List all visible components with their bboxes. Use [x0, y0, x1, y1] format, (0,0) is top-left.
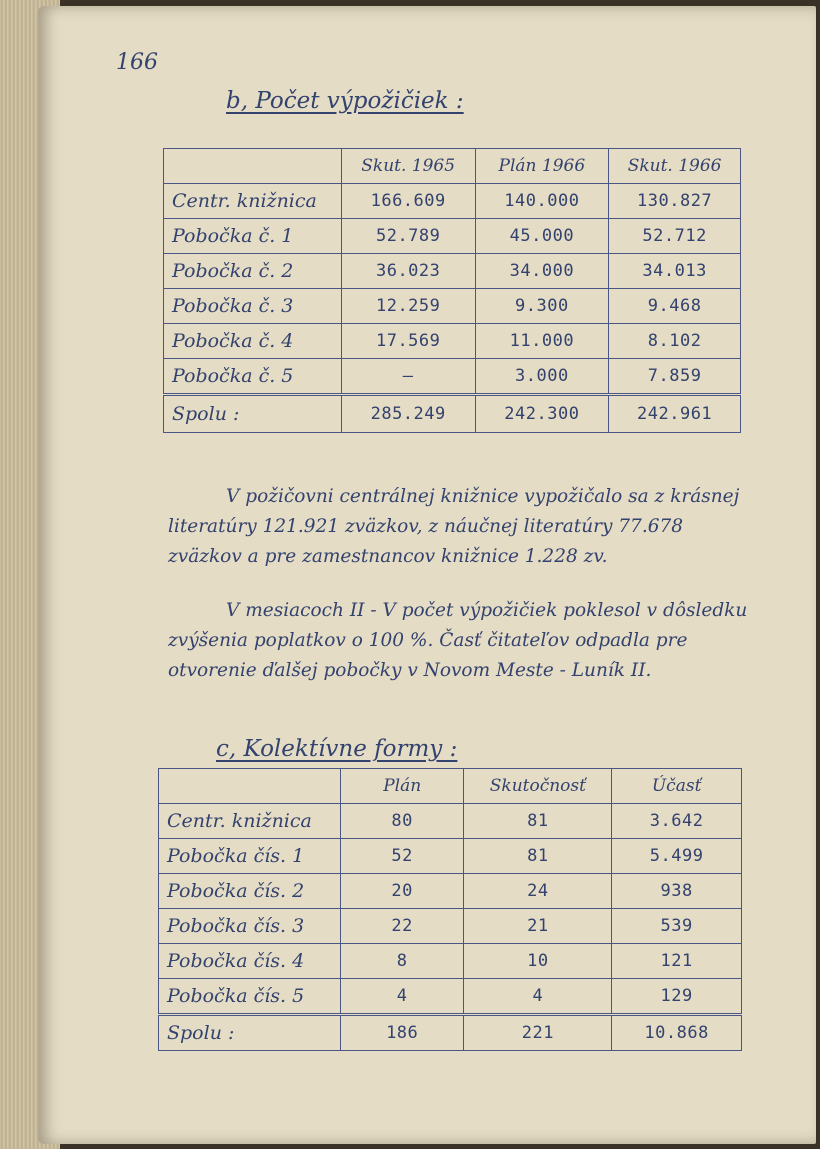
table-cell: 3.642: [612, 804, 742, 839]
table-cell: 11.000: [475, 324, 609, 359]
table-cell: 80: [340, 804, 464, 839]
row-label: Pobočka čís. 5: [159, 979, 341, 1015]
section-b-heading: b, Počet výpožičiek :: [226, 88, 464, 114]
table-cell: 8.102: [609, 324, 741, 359]
table-row: [164, 289, 741, 324]
table-cell: 24: [464, 874, 612, 909]
collective-forms-table: [158, 768, 742, 1051]
table-cell: 17.569: [341, 324, 475, 359]
table-cell: 34.013: [609, 254, 741, 289]
paragraph-loans: [168, 482, 758, 572]
column-header: [159, 769, 341, 804]
column-header: Skut. 1965: [341, 149, 475, 184]
table-cell: 10: [464, 944, 612, 979]
column-header: Plán 1966: [475, 149, 609, 184]
paragraph-text: V mesiacoch II - V počet výpožičiek poklesol v dôsledku zvýšenia poplatkov o 100 %. Časť čitateľov odpadla pre otvorenie ďalšej pobočky v Novom Meste - Luník II.: [168, 600, 748, 681]
table-cell: 81: [464, 804, 612, 839]
row-label: Pobočka č. 5: [164, 359, 342, 395]
table-row: [164, 359, 741, 395]
table-row: [159, 909, 742, 944]
column-header: Účasť: [612, 769, 742, 804]
table-cell: 36.023: [341, 254, 475, 289]
table-cell: 4: [340, 979, 464, 1015]
table-cell: 8: [340, 944, 464, 979]
total-label: Spolu :: [164, 395, 342, 433]
table-cell: 81: [464, 839, 612, 874]
row-label: Pobočka č. 3: [164, 289, 342, 324]
table-cell: 22: [340, 909, 464, 944]
table-cell: 140.000: [475, 184, 609, 219]
table-row: [159, 979, 742, 1015]
paragraph-decline: [168, 596, 758, 686]
total-label: Spolu :: [159, 1015, 341, 1051]
table-row: [164, 219, 741, 254]
table-cell: –: [341, 359, 475, 395]
row-label: Pobočka čís. 1: [159, 839, 341, 874]
total-cell: 242.961: [609, 395, 741, 433]
table-cell: 9.300: [475, 289, 609, 324]
total-cell: 10.868: [612, 1015, 742, 1051]
table-cell: 3.000: [475, 359, 609, 395]
paragraph-text: V požičovni centrálnej knižnice vypožičalo sa z krásnej literatúry 121.921 zväzkov, z náučnej literatúry 77.678 zväzkov a pre zamestnancov knižnice 1.228 zv.: [168, 486, 740, 567]
table-cell: 121: [612, 944, 742, 979]
row-label: Centr. knižnica: [159, 804, 341, 839]
table-row: [159, 804, 742, 839]
total-cell: 242.300: [475, 395, 609, 433]
table-cell: 34.000: [475, 254, 609, 289]
table-cell: 4: [464, 979, 612, 1015]
row-label: Pobočka čís. 2: [159, 874, 341, 909]
table-row: [164, 324, 741, 359]
total-row: [159, 1015, 742, 1051]
total-cell: 186: [340, 1015, 464, 1051]
table-row: [159, 874, 742, 909]
row-label: Pobočka č. 1: [164, 219, 342, 254]
table-cell: 9.468: [609, 289, 741, 324]
column-header: Skut. 1966: [609, 149, 741, 184]
section-c-heading: c, Kolektívne formy :: [216, 736, 458, 762]
table-row: [164, 184, 741, 219]
total-cell: 285.249: [341, 395, 475, 433]
table-cell: 166.609: [341, 184, 475, 219]
table-row: [159, 944, 742, 979]
row-label: Pobočka č. 4: [164, 324, 342, 359]
row-label: Pobočka č. 2: [164, 254, 342, 289]
column-header: [164, 149, 342, 184]
table-cell: 12.259: [341, 289, 475, 324]
table-cell: 45.000: [475, 219, 609, 254]
table-row: [159, 839, 742, 874]
row-label: Centr. knižnica: [164, 184, 342, 219]
table-cell: 130.827: [609, 184, 741, 219]
table-cell: 129: [612, 979, 742, 1015]
total-row: [164, 395, 741, 433]
row-label: Pobočka čís. 3: [159, 909, 341, 944]
total-cell: 221: [464, 1015, 612, 1051]
row-label: Pobočka čís. 4: [159, 944, 341, 979]
table-cell: 938: [612, 874, 742, 909]
column-header: Plán: [340, 769, 464, 804]
table-cell: 20: [340, 874, 464, 909]
table-cell: 52.712: [609, 219, 741, 254]
table-header-row: [164, 149, 741, 184]
table-cell: 539: [612, 909, 742, 944]
loans-table: [163, 148, 741, 433]
page-number: 166: [116, 50, 158, 75]
table-cell: 5.499: [612, 839, 742, 874]
table-cell: 21: [464, 909, 612, 944]
table-cell: 52.789: [341, 219, 475, 254]
table-cell: 7.859: [609, 359, 741, 395]
table-cell: 52: [340, 839, 464, 874]
table-row: [164, 254, 741, 289]
table-header-row: [159, 769, 742, 804]
column-header: Skutočnosť: [464, 769, 612, 804]
